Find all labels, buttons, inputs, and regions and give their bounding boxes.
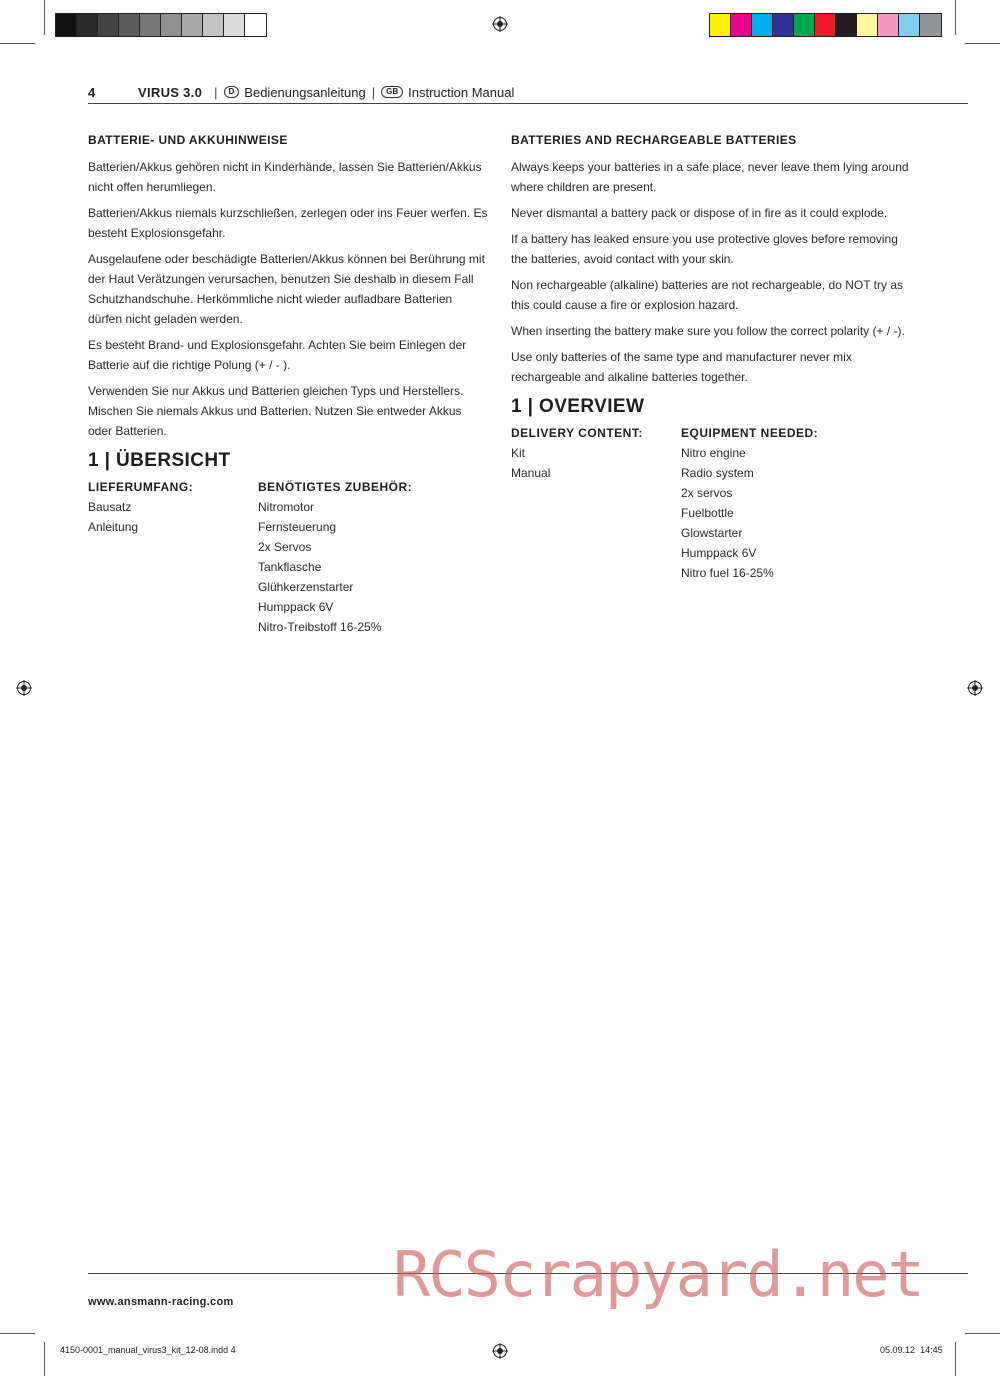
overview-lists-en	[511, 423, 911, 583]
header-separator: |	[214, 84, 218, 100]
registration-mark-icon	[492, 1343, 508, 1359]
color-swatch	[920, 14, 941, 36]
color-swatch	[899, 14, 920, 36]
cmyk-color-bar	[709, 13, 942, 37]
equipment-list-en	[681, 423, 818, 583]
battery-notes-heading-en: BATTERIES AND RECHARGEABLE BATTERIES	[511, 133, 797, 147]
english-manual-label: Instruction Manual	[408, 84, 515, 100]
registration-mark-icon	[967, 680, 983, 696]
color-swatch	[794, 14, 815, 36]
list-item: Humppack 6V	[681, 546, 757, 560]
battery-paragraph-de: Batterien/Akkus gehören nicht in Kinderhände, lassen Sie Batterien/Akkus nicht offen herumliegen.	[88, 160, 482, 194]
overview-heading-en: 1 | OVERVIEW	[511, 396, 645, 417]
color-swatch	[161, 14, 182, 36]
battery-paragraph-en: Non rechargeable (alkaline) batteries are not rechargeable, do NOT try as this could cause a fire or explosion hazard.	[511, 278, 903, 312]
color-swatch	[224, 14, 245, 36]
crop-mark	[965, 1333, 1000, 1334]
list-item: Nitro-Treibstoff 16-25%	[258, 620, 382, 634]
battery-paragraph-en: Always keeps your batteries in a safe place, never leave them lying around where children are present.	[511, 160, 909, 194]
color-swatch	[182, 14, 203, 36]
list-item: Glowstarter	[681, 526, 743, 540]
color-swatch	[878, 14, 899, 36]
color-swatch	[710, 14, 731, 36]
german-manual-label: Bedienungsanleitung	[244, 84, 366, 100]
list-item: Bausatz	[88, 500, 132, 514]
list-item: 2x Servos	[258, 540, 312, 554]
list-item: Radio system	[681, 466, 754, 480]
battery-paragraph-de: Verwenden Sie nur Akkus und Batterien gleichen Typs und Herstellers. Mischen Sie niemals Akkus und Batterien. Nutzen Sie entweder Akkus oder Batterien.	[88, 384, 464, 438]
list-item: Fernsteuerung	[258, 520, 337, 534]
print-slug-timestamp	[880, 1345, 943, 1355]
print-slug-date: 05.09.12	[880, 1345, 916, 1355]
equipment-heading-de: BENÖTIGTES ZUBEHÖR:	[258, 480, 413, 494]
color-swatch	[815, 14, 836, 36]
battery-notes-heading-de: BATTERIE- UND AKKUHINWEISE	[88, 133, 288, 147]
delivery-heading-en: DELIVERY CONTENT:	[511, 426, 643, 440]
page-number: 4	[88, 84, 96, 100]
crop-mark	[44, 1342, 45, 1376]
color-swatch	[836, 14, 857, 36]
list-item: Humppack 6V	[258, 600, 334, 614]
equipment-heading-en: EQUIPMENT NEEDED:	[681, 426, 819, 440]
list-item: Nitromotor	[258, 500, 315, 514]
list-item: Tankflasche	[258, 560, 322, 574]
header-rule	[88, 103, 968, 104]
registration-mark-icon	[16, 680, 32, 696]
battery-paragraph-en: When inserting the battery make sure you follow the correct polarity (+ / -).	[511, 324, 905, 338]
print-slug-time: 14:45	[920, 1345, 943, 1355]
grayscale-color-bar	[55, 13, 267, 37]
battery-paragraph-de: Batterien/Akkus niemals kurzschließen, zerlegen oder ins Feuer werfen. Es besteht Explosionsgefahr.	[88, 206, 488, 240]
delivery-list-en	[511, 423, 681, 583]
crop-mark	[44, 0, 45, 35]
list-item: 2x servos	[681, 486, 733, 500]
watermark-text: RCScrapyard.net	[393, 1238, 923, 1311]
delivery-list-de	[88, 477, 258, 637]
registration-mark-icon	[492, 16, 508, 32]
german-flag-icon: D	[224, 86, 240, 98]
battery-paragraph-en: If a battery has leaked ensure you use protective gloves before removing the batteries, avoid contact with your skin.	[511, 232, 898, 266]
overview-heading-de: 1 | ÜBERSICHT	[88, 450, 231, 471]
color-swatch	[203, 14, 224, 36]
crop-mark	[955, 0, 956, 35]
battery-paragraph-de: Ausgelaufene oder beschädigte Batterien/Akkus können bei Berührung mit der Haut Verätzungen verursachen, benutzen Sie deshalb in diesem Fall Schutzhandschuhe. Herkömmliche nicht wieder aufladbare Batterien dürfen nicht geladen werden.	[88, 252, 485, 326]
header-separator: |	[371, 84, 376, 100]
list-item: Kit	[511, 446, 526, 460]
list-item: Glühkerzenstarter	[258, 580, 354, 594]
color-swatch	[119, 14, 140, 36]
list-item: Nitro fuel 16-25%	[681, 566, 774, 580]
print-slug-filename: 4150-0001_manual_virus3_kit_12-08.indd 4	[60, 1345, 236, 1355]
color-swatch	[98, 14, 119, 36]
overview-lists-de	[88, 477, 488, 637]
product-title: VIRUS 3.0	[138, 84, 203, 100]
color-swatch	[245, 14, 266, 36]
crop-mark	[965, 43, 1000, 44]
color-swatch	[857, 14, 878, 36]
crop-mark	[0, 43, 35, 44]
english-column	[511, 130, 911, 583]
battery-paragraph-en: Never dismantal a battery pack or dispose of in fire as it could explode.	[511, 206, 888, 220]
color-swatch	[56, 14, 77, 36]
color-swatch	[731, 14, 752, 36]
english-flag-icon: GB	[381, 86, 403, 98]
battery-paragraph-de: Es besteht Brand- und Explosionsgefahr. Achten Sie beim Einlegen der Batterie auf die richtige Polung (+ / - ).	[88, 338, 467, 372]
list-item: Fuelbottle	[681, 506, 734, 520]
list-item: Manual	[511, 466, 551, 480]
color-swatch	[773, 14, 794, 36]
color-swatch	[752, 14, 773, 36]
running-header	[88, 81, 968, 103]
crop-mark	[955, 1342, 956, 1376]
list-item: Anleitung	[88, 520, 139, 534]
battery-paragraph-en: Use only batteries of the same type and manufacturer never mix rechargeable and alkaline batteries together.	[511, 350, 852, 384]
german-column	[88, 130, 488, 637]
website-link[interactable]: www.ansmann-racing.com	[88, 1296, 234, 1308]
delivery-heading-de: LIEFERUMFANG:	[88, 480, 194, 494]
crop-mark	[0, 1333, 35, 1334]
equipment-list-de	[258, 477, 412, 637]
list-item: Nitro engine	[681, 446, 746, 460]
color-swatch	[77, 14, 98, 36]
color-swatch	[140, 14, 161, 36]
